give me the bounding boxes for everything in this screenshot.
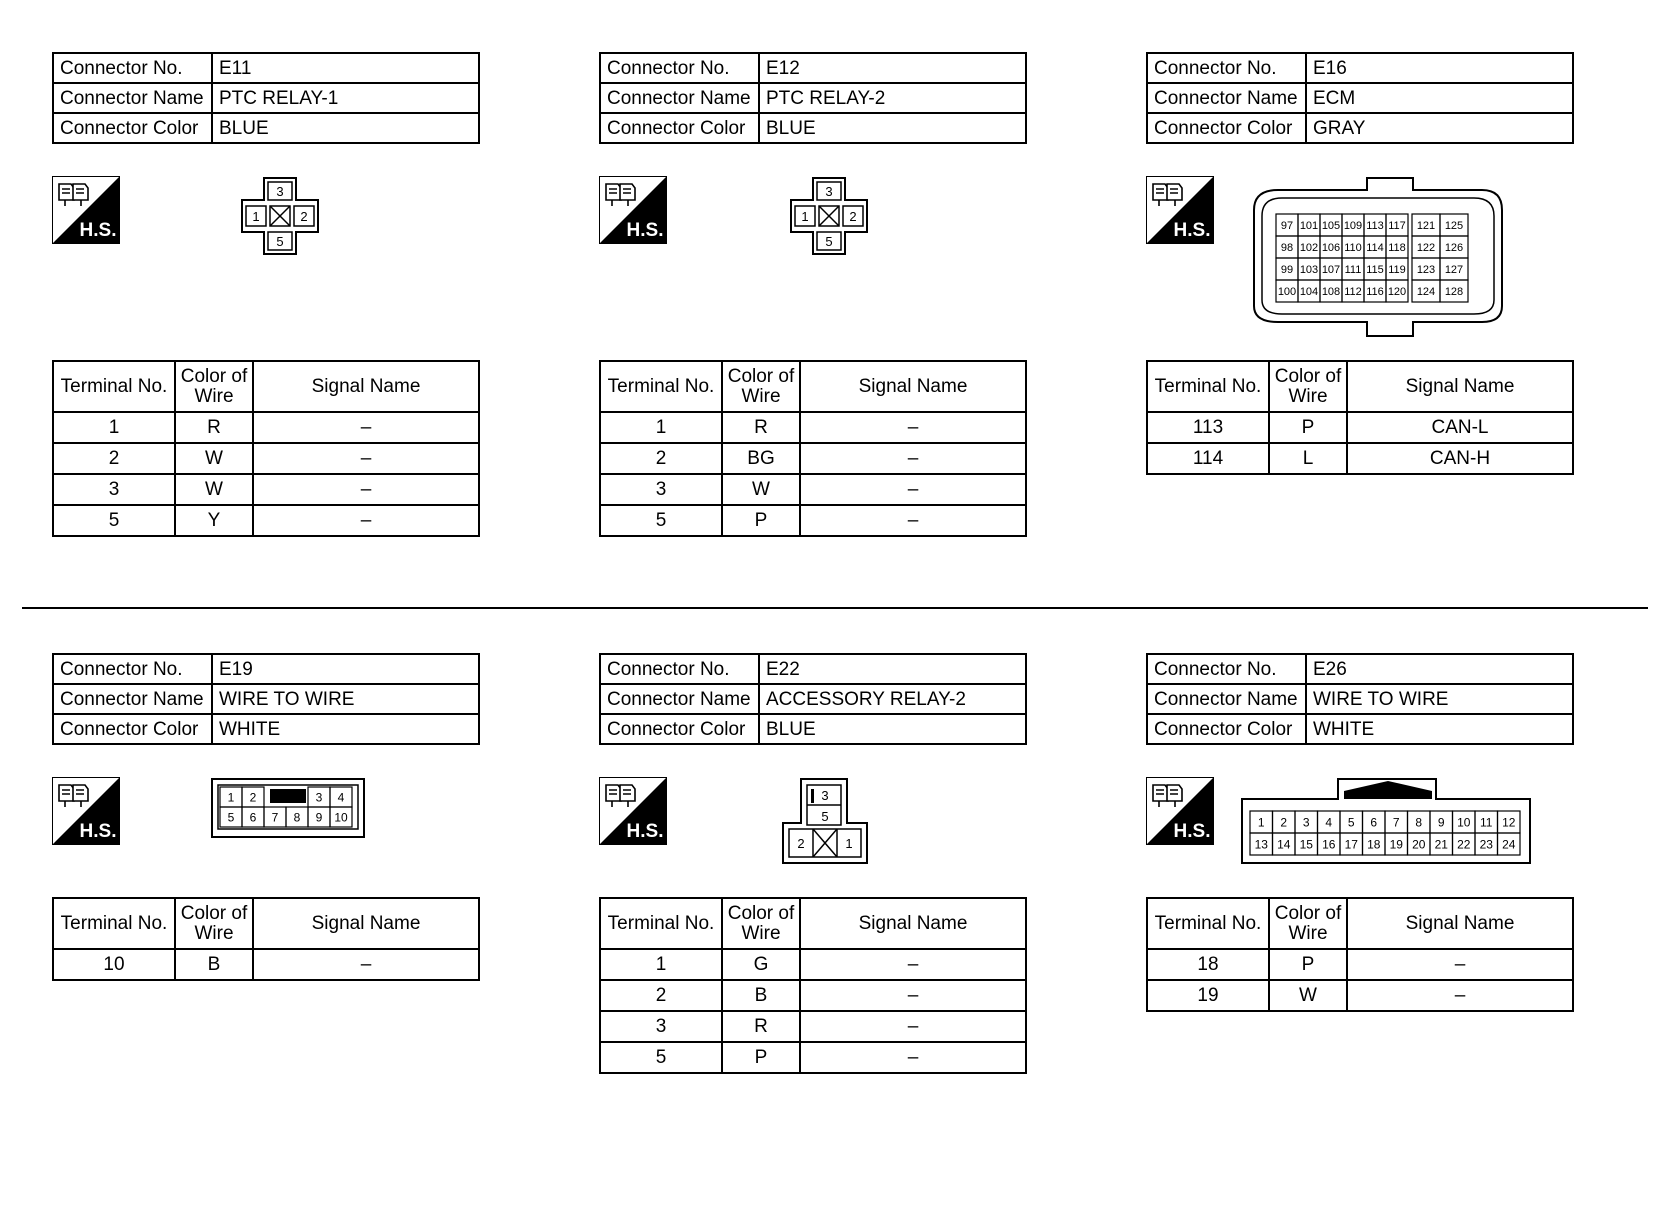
pin-label: 2 [797, 836, 805, 851]
pin-label: 5 [276, 234, 284, 249]
table-row: 2 B – [600, 980, 1026, 1011]
pin-label: 117 [1388, 219, 1406, 232]
connector-color-label: Connector Color [1147, 113, 1306, 143]
pin-label: 23 [1479, 837, 1493, 852]
pin-label: 8 [293, 810, 301, 825]
pin-label: 125 [1444, 219, 1464, 232]
connector-name-value: ECM [1306, 83, 1573, 113]
pin-label: 14 [1277, 837, 1291, 852]
terminal-no-header: Terminal No. [600, 898, 722, 949]
pin-label: 5 [821, 809, 829, 824]
connector-face-diagram [210, 777, 366, 841]
signal-name-header: Signal Name [800, 361, 1026, 412]
pin-label: 5 [227, 810, 235, 825]
table-row: 1 R – [600, 412, 1026, 443]
pin-label: 3 [821, 788, 829, 803]
pin-label: 4 [337, 790, 345, 805]
pin-label: 102 [1299, 241, 1319, 254]
table-row: 5 P – [600, 505, 1026, 536]
terminal-no-header: Terminal No. [1147, 898, 1269, 949]
pin-label: 113 [1366, 219, 1384, 232]
connector-no-value: E19 [212, 654, 479, 684]
pin-label: 8 [1415, 815, 1423, 830]
pin-label: 119 [1388, 263, 1406, 276]
pin-label: 12 [1502, 815, 1516, 830]
connector-info-table [1146, 653, 1574, 745]
pin-label: 111 [1344, 263, 1362, 276]
connector-info-table [1146, 52, 1574, 144]
pin-label: 9 [315, 810, 323, 825]
pin-label: 106 [1321, 241, 1341, 254]
pin-label: 22 [1457, 837, 1471, 852]
pin-label: 98 [1280, 241, 1294, 254]
table-row: 10 B – [53, 949, 479, 980]
pin-label: 7 [271, 810, 279, 825]
pin-label: 6 [249, 810, 257, 825]
pin-label: 1 [227, 790, 235, 805]
pin-label: 16 [1322, 837, 1336, 852]
pin-label: 10 [1457, 815, 1471, 830]
color-of-wire-header: Color of Wire [175, 898, 253, 949]
hs-label: H.S. [626, 821, 664, 842]
color-of-wire-header: Color of Wire [722, 898, 800, 949]
pin-label: 10 [334, 810, 348, 825]
connector-no-label: Connector No. [53, 654, 212, 684]
connector-face-diagram [240, 176, 320, 256]
table-row: 18 P – [1147, 949, 1573, 980]
pin-label: 115 [1366, 263, 1384, 276]
hs-icon [599, 777, 667, 845]
pin-label: 123 [1416, 263, 1436, 276]
signal-name-header: Signal Name [1347, 361, 1573, 412]
color-of-wire-header: Color of Wire [1269, 898, 1347, 949]
table-row: 2 W – [53, 443, 479, 474]
connector-name-label: Connector Name [53, 684, 212, 714]
connector-color-label: Connector Color [53, 113, 212, 143]
pin-label: 1 [252, 209, 260, 224]
pin-label: 97 [1280, 219, 1294, 232]
pin-label: 124 [1416, 285, 1436, 298]
connector-name-label: Connector Name [1147, 684, 1306, 714]
hs-icon [1146, 777, 1214, 845]
pin-label: 2 [300, 209, 308, 224]
connector-name-value: PTC RELAY-2 [759, 83, 1026, 113]
hs-icon [1146, 176, 1214, 244]
pin-label: 108 [1321, 285, 1341, 298]
pin-label: 3 [315, 790, 323, 805]
pin-label: 120 [1387, 285, 1407, 298]
pin-label: 24 [1502, 837, 1516, 852]
connector-face-diagram [789, 176, 869, 256]
connector-name-label: Connector Name [600, 83, 759, 113]
terminal-no-header: Terminal No. [1147, 361, 1269, 412]
connector-color-label: Connector Color [600, 714, 759, 744]
pin-label: 116 [1366, 285, 1384, 298]
signal-name-header: Signal Name [800, 898, 1026, 949]
pin-label: 5 [825, 234, 833, 249]
hs-icon [599, 176, 667, 244]
pin-label: 104 [1299, 285, 1319, 298]
connector-color-label: Connector Color [600, 113, 759, 143]
pin-label: 110 [1344, 241, 1362, 254]
pin-label: 4 [1325, 815, 1333, 830]
connector-info-table [52, 653, 480, 745]
terminal-table [599, 360, 1027, 537]
connector-color-label: Connector Color [1147, 714, 1306, 744]
connector-info-table [52, 52, 480, 144]
table-row: 5 Y – [53, 505, 479, 536]
connector-face-diagram [1240, 777, 1532, 867]
terminal-table [52, 360, 480, 537]
connector-face-diagram [1250, 176, 1506, 340]
pin-label: 112 [1344, 285, 1362, 298]
connector-color-value: WHITE [212, 714, 479, 744]
pin-label: 20 [1412, 837, 1426, 852]
connector-no-label: Connector No. [600, 654, 759, 684]
connector-no-label: Connector No. [600, 53, 759, 83]
pin-label: 114 [1366, 241, 1384, 254]
pin-label: 18 [1367, 837, 1381, 852]
table-row: 114 L CAN-H [1147, 443, 1573, 474]
terminal-table [52, 897, 480, 981]
connector-info-table [599, 52, 1027, 144]
table-row: 113 P CAN-L [1147, 412, 1573, 443]
connector-no-value: E16 [1306, 53, 1573, 83]
pin-label: 2 [849, 209, 857, 224]
pin-label: 17 [1344, 837, 1358, 852]
connector-color-value: BLUE [759, 113, 1026, 143]
terminal-no-header: Terminal No. [53, 361, 175, 412]
connector-no-value: E12 [759, 53, 1026, 83]
pin-label: 11 [1480, 815, 1493, 830]
connector-color-label: Connector Color [53, 714, 212, 744]
pin-label: 103 [1299, 263, 1319, 276]
connector-color-value: BLUE [759, 714, 1026, 744]
pin-label: 15 [1299, 837, 1313, 852]
pin-label: 118 [1388, 241, 1406, 254]
pin-label: 128 [1444, 285, 1464, 298]
connector-name-label: Connector Name [600, 684, 759, 714]
pin-label: 1 [1257, 815, 1265, 830]
connector-name-value: WIRE TO WIRE [1306, 684, 1573, 714]
terminal-table [599, 897, 1027, 1074]
terminal-table [1146, 897, 1574, 1012]
connector-color-value: GRAY [1306, 113, 1573, 143]
pin-label: 19 [1389, 837, 1403, 852]
table-row: 2 BG – [600, 443, 1026, 474]
pin-label: 126 [1444, 241, 1464, 254]
pin-label: 2 [1280, 815, 1288, 830]
table-row: 3 W – [53, 474, 479, 505]
connector-face-diagram [781, 777, 869, 865]
terminal-no-header: Terminal No. [53, 898, 175, 949]
hs-label: H.S. [1173, 821, 1211, 842]
connector-no-value: E22 [759, 654, 1026, 684]
connector-color-value: WHITE [1306, 714, 1573, 744]
table-row: 19 W – [1147, 980, 1573, 1011]
color-of-wire-header: Color of Wire [722, 361, 800, 412]
pin-label: 109 [1343, 219, 1363, 232]
connector-name-value: PTC RELAY-1 [212, 83, 479, 113]
connector-name-label: Connector Name [53, 83, 212, 113]
table-row: 5 P – [600, 1042, 1026, 1073]
connector-no-label: Connector No. [1147, 654, 1306, 684]
hs-label: H.S. [79, 821, 117, 842]
signal-name-header: Signal Name [253, 898, 479, 949]
pin-label: 122 [1416, 241, 1436, 254]
table-row: 3 R – [600, 1011, 1026, 1042]
hs-label: H.S. [79, 220, 117, 241]
table-row: 3 W – [600, 474, 1026, 505]
connector-no-label: Connector No. [1147, 53, 1306, 83]
pin-label: 121 [1416, 219, 1436, 232]
hs-label: H.S. [1173, 220, 1211, 241]
pin-label: 127 [1444, 263, 1464, 276]
pin-label: 6 [1370, 815, 1378, 830]
pin-label: 1 [845, 836, 853, 851]
pin-label: 7 [1392, 815, 1400, 830]
pin-label: 5 [1347, 815, 1355, 830]
hs-icon [52, 777, 120, 845]
pin-label: 3 [1302, 815, 1310, 830]
pin-label: 3 [825, 184, 833, 199]
color-of-wire-header: Color of Wire [175, 361, 253, 412]
terminal-table [1146, 360, 1574, 475]
connector-color-value: BLUE [212, 113, 479, 143]
connector-name-label: Connector Name [1147, 83, 1306, 113]
connector-name-value: WIRE TO WIRE [212, 684, 479, 714]
connector-info-table [599, 653, 1027, 745]
pin-label: 3 [276, 184, 284, 199]
connector-no-value: E11 [212, 53, 479, 83]
pin-label: 13 [1254, 837, 1268, 852]
table-row: 1 G – [600, 949, 1026, 980]
pin-label: 107 [1321, 263, 1341, 276]
pin-label: 1 [801, 209, 809, 224]
pin-label: 2 [249, 790, 257, 805]
pin-label: 9 [1437, 815, 1445, 830]
hs-label: H.S. [626, 220, 664, 241]
pin-label: 99 [1280, 263, 1294, 276]
pin-label: 100 [1277, 285, 1297, 298]
pin-label: 21 [1434, 837, 1448, 852]
section-divider [22, 607, 1648, 609]
connector-no-value: E26 [1306, 654, 1573, 684]
connector-no-label: Connector No. [53, 53, 212, 83]
color-of-wire-header: Color of Wire [1269, 361, 1347, 412]
pin-label: 101 [1299, 219, 1319, 232]
signal-name-header: Signal Name [1347, 898, 1573, 949]
pin-label: 105 [1321, 219, 1341, 232]
table-row: 1 R – [53, 412, 479, 443]
connector-name-value: ACCESSORY RELAY-2 [759, 684, 1026, 714]
hs-icon [52, 176, 120, 244]
signal-name-header: Signal Name [253, 361, 479, 412]
terminal-no-header: Terminal No. [600, 361, 722, 412]
